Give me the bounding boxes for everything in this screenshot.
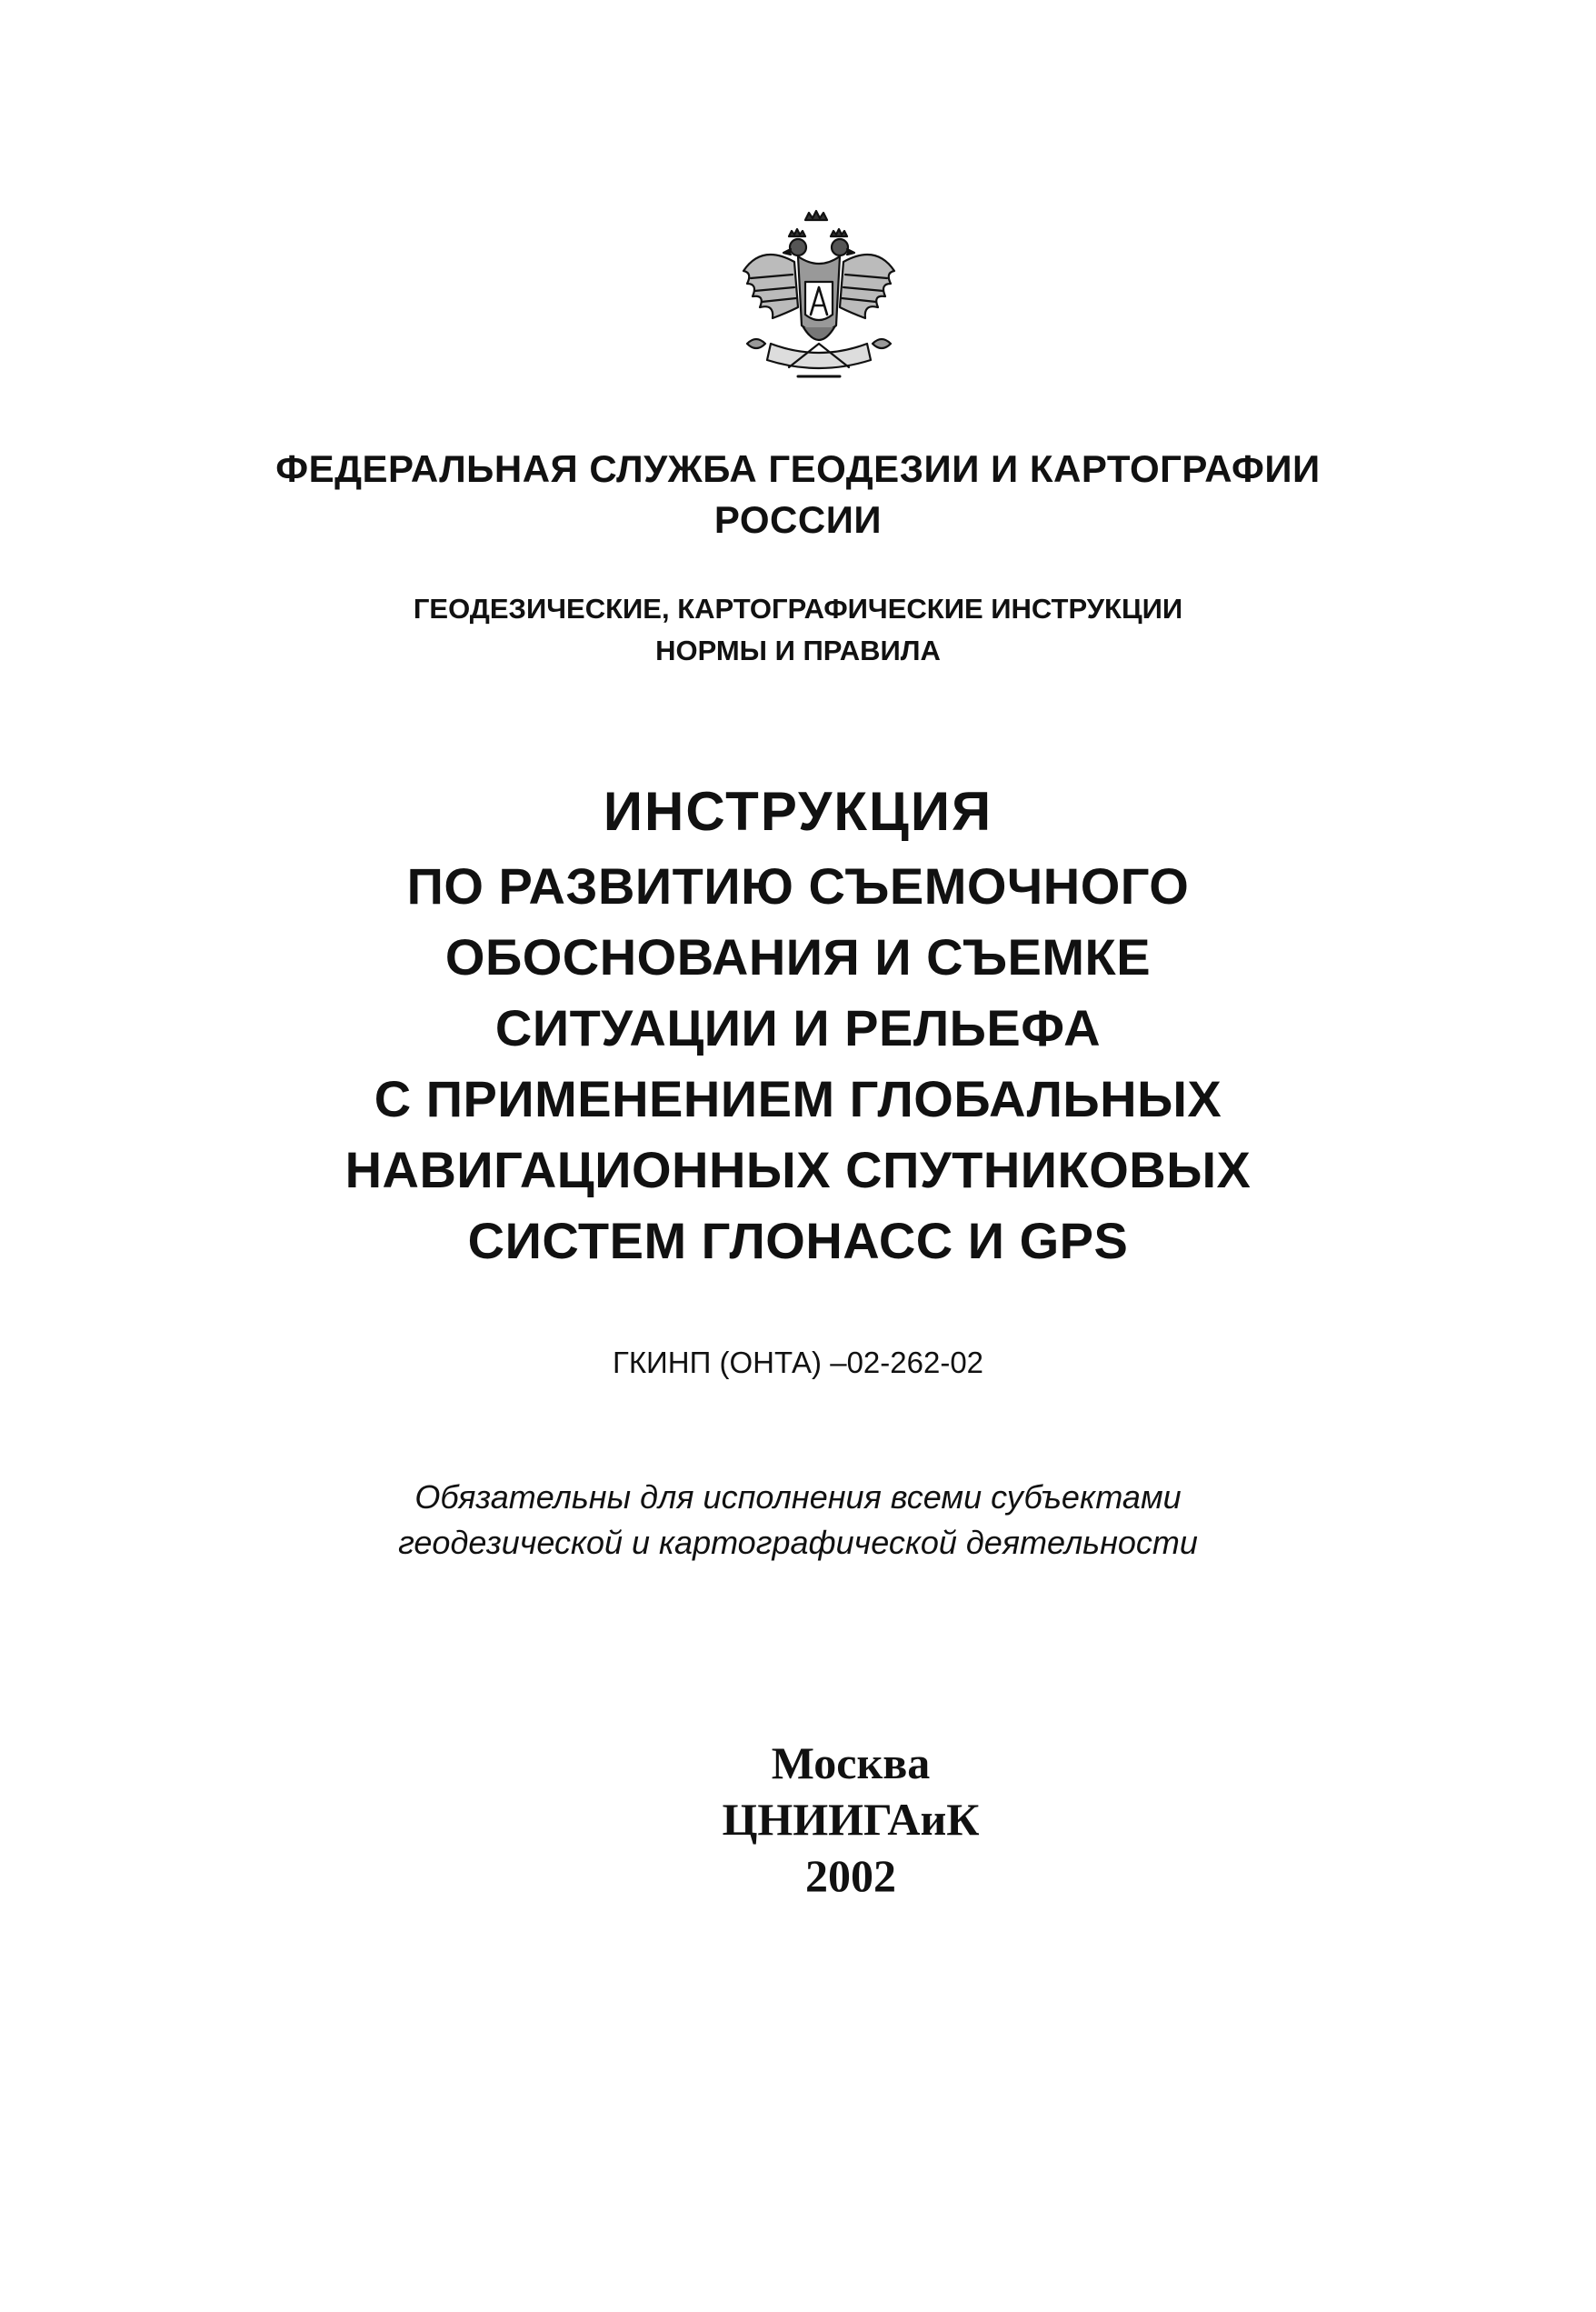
document-code: ГКИНП (ОНТА) –02-262-02 bbox=[612, 1346, 984, 1379]
document-title-line-6: СИСТЕМ ГЛОНАСС И GPS bbox=[467, 1212, 1129, 1269]
double-headed-eagle-emblem-icon bbox=[734, 207, 907, 385]
imprint-publisher: ЦНИИГАиК bbox=[722, 1794, 980, 1845]
imprint-city: Москва bbox=[771, 1737, 931, 1788]
agency-name-line-1: ФЕДЕРАЛЬНАЯ СЛУЖБА ГЕОДЕЗИИ И КАРТОГРАФИИ bbox=[275, 447, 1321, 490]
document-title-line-5: НАВИГАЦИОННЫХ СПУТНИКОВЫХ bbox=[344, 1141, 1252, 1198]
agency-name-line-2: РОССИИ bbox=[713, 498, 883, 541]
imprint-year: 2002 bbox=[805, 1850, 896, 1901]
applicability-note-line-2: геодезической и картографической деятельности bbox=[398, 1524, 1198, 1561]
series-line-1: ГЕОДЕЗИЧЕСКИЕ, КАРТОГРАФИЧЕСКИЕ ИНСТРУКЦИИ bbox=[413, 593, 1183, 625]
series-line-2: НОРМЫ И ПРАВИЛА bbox=[655, 635, 941, 666]
document-title-line-2: ОБОСНОВАНИЯ И СЪЕМКЕ bbox=[444, 928, 1152, 986]
document-title-line-4: С ПРИМЕНЕНИЕМ ГЛОБАЛЬНЫХ bbox=[374, 1070, 1222, 1127]
document-title-line-1: ПО РАЗВИТИЮ СЪЕМОЧНОГО bbox=[406, 857, 1190, 915]
applicability-note-line-1: Обязательны для исполнения всеми субъектами bbox=[414, 1478, 1182, 1516]
document-title-main: ИНСТРУКЦИЯ bbox=[603, 781, 993, 842]
document-title-line-3: СИТУАЦИИ И РЕЛЬЕФА bbox=[494, 999, 1102, 1056]
